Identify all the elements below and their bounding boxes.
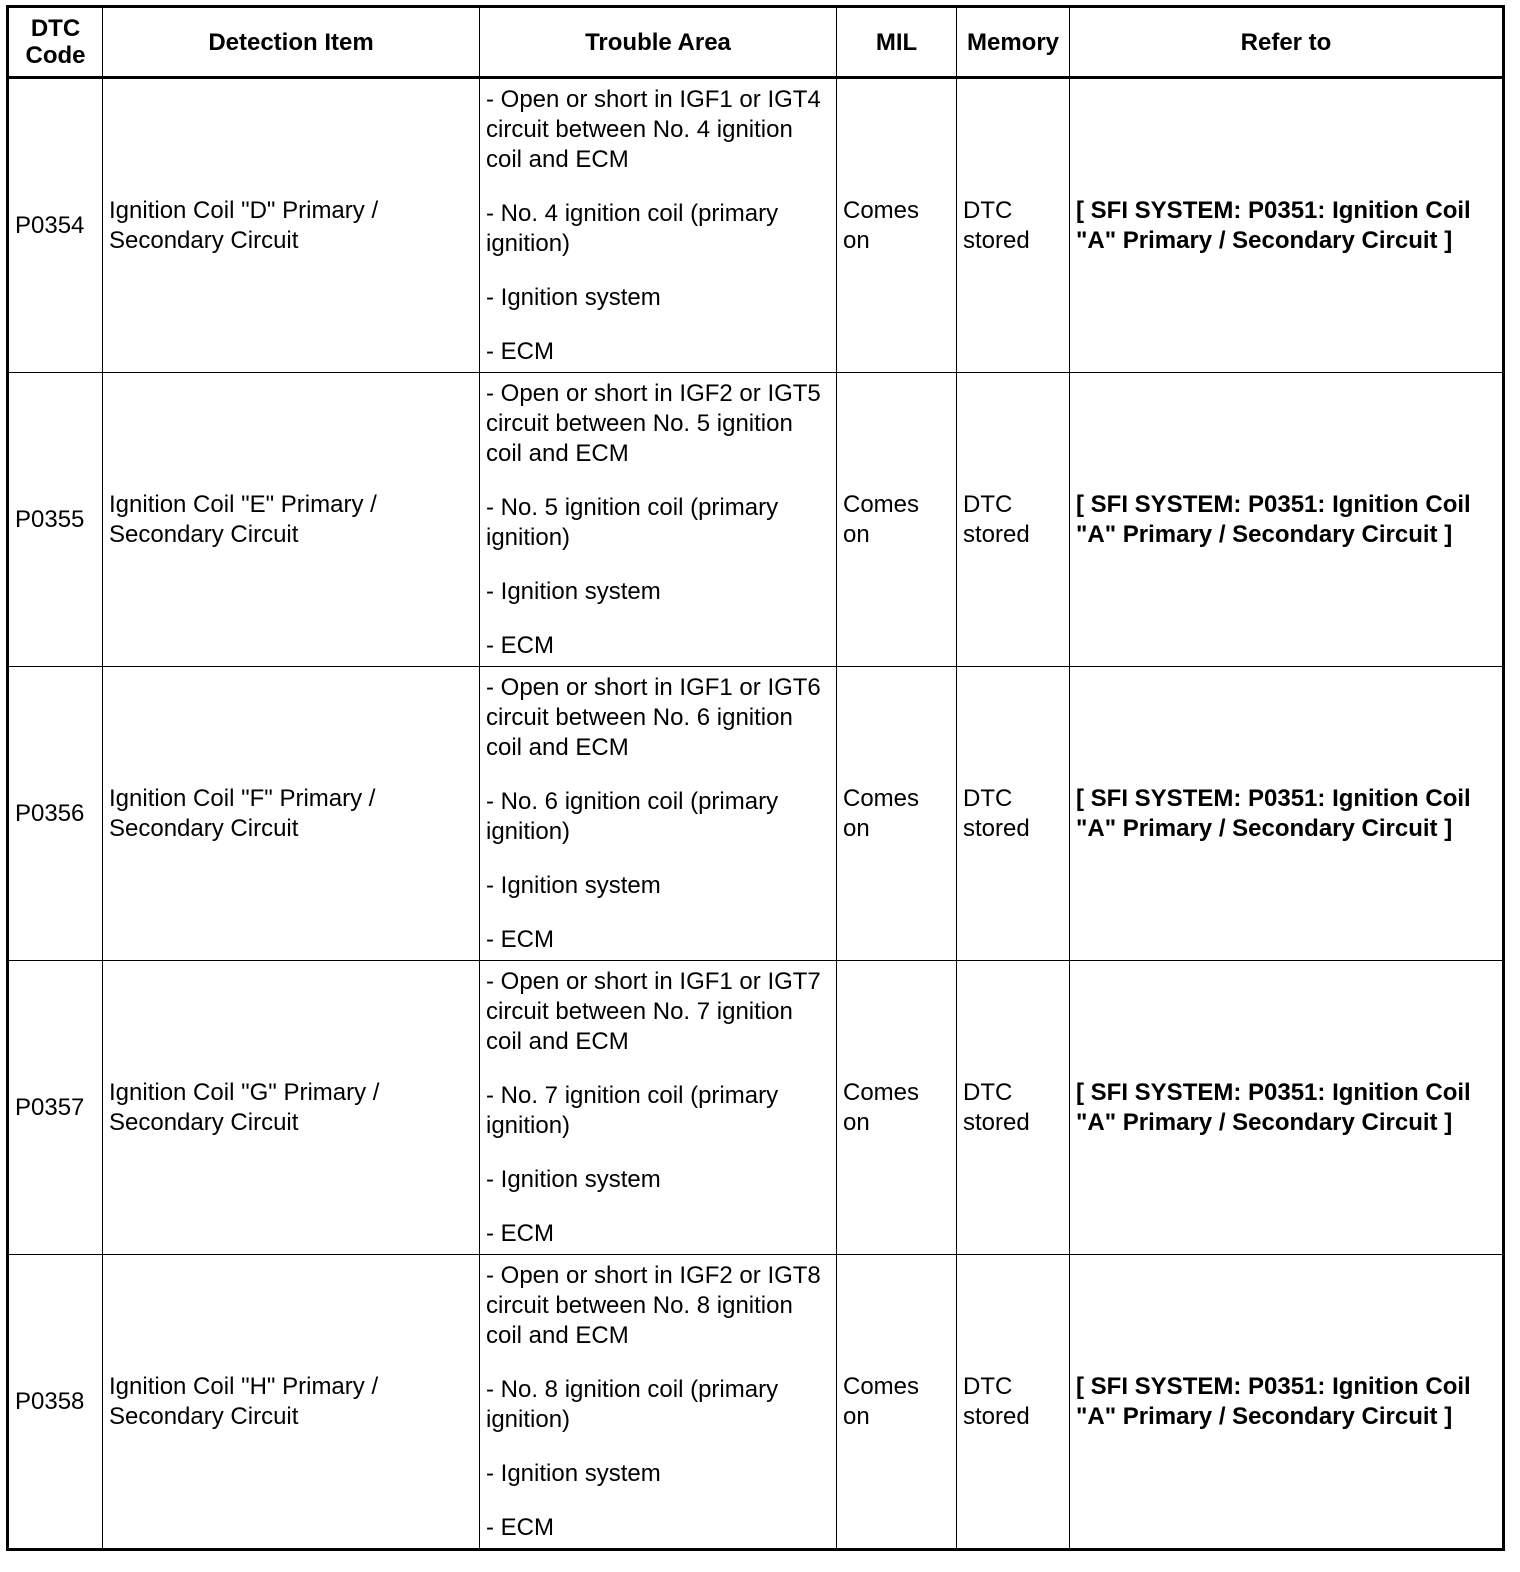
table-row bbox=[8, 1255, 1504, 1550]
trouble-area-item: - Ignition system bbox=[486, 577, 661, 605]
table-header-row bbox=[8, 7, 1504, 78]
table-row bbox=[8, 961, 1504, 1255]
memory-cell: DTC stored bbox=[957, 667, 1070, 961]
trouble-area-item: - ECM bbox=[486, 925, 554, 953]
dtc-code-cell: P0358 bbox=[8, 1255, 103, 1550]
dtc-table bbox=[6, 5, 1505, 1551]
memory-cell: DTC stored bbox=[957, 1255, 1070, 1550]
trouble-area-cell bbox=[480, 961, 837, 1255]
mil-cell: Comes on bbox=[837, 1255, 957, 1550]
mil-cell: Comes on bbox=[837, 373, 957, 667]
table-body bbox=[8, 78, 1504, 1550]
trouble-area-item: - Open or short in IGF2 or IGT8 circuit between No. 8 ignition coil and ECM bbox=[486, 1261, 821, 1349]
trouble-area-item: - ECM bbox=[486, 1219, 554, 1247]
trouble-area-item: - ECM bbox=[486, 631, 554, 659]
trouble-area-item: - Open or short in IGF1 or IGT7 circuit between No. 7 ignition coil and ECM bbox=[486, 967, 821, 1055]
trouble-area-item: - No. 5 ignition coil (primary ignition) bbox=[486, 493, 779, 551]
memory-cell: DTC stored bbox=[957, 78, 1070, 373]
trouble-area-item: - Ignition system bbox=[486, 871, 661, 899]
trouble-area-item: - Ignition system bbox=[486, 1459, 661, 1487]
dtc-code-cell: P0354 bbox=[8, 78, 103, 373]
mil-cell: Comes on bbox=[837, 961, 957, 1255]
header-detection-item: Detection Item bbox=[103, 7, 480, 78]
header-refer-to: Refer to bbox=[1070, 7, 1504, 78]
detection-item-cell: Ignition Coil "H" Primary / Secondary Circuit bbox=[103, 1255, 480, 1550]
dtc-code-cell: P0357 bbox=[8, 961, 103, 1255]
trouble-area-item: - Open or short in IGF1 or IGT4 circuit between No. 4 ignition coil and ECM bbox=[486, 85, 821, 173]
trouble-area-item: - ECM bbox=[486, 1513, 554, 1541]
header-mil: MIL bbox=[837, 7, 957, 78]
trouble-area-item: - No. 8 ignition coil (primary ignition) bbox=[486, 1375, 779, 1433]
memory-cell: DTC stored bbox=[957, 373, 1070, 667]
trouble-area-item: - No. 4 ignition coil (primary ignition) bbox=[486, 199, 779, 257]
refer-to-link[interactable]: [ SFI SYSTEM: P0351: Ignition Coil "A" Primary / Secondary Circuit ] bbox=[1070, 1255, 1504, 1550]
detection-item-cell: Ignition Coil "G" Primary / Secondary Circuit bbox=[103, 961, 480, 1255]
table-row bbox=[8, 667, 1504, 961]
trouble-area-cell bbox=[480, 667, 837, 961]
detection-item-cell: Ignition Coil "F" Primary / Secondary Circuit bbox=[103, 667, 480, 961]
table-row bbox=[8, 373, 1504, 667]
trouble-area-item: - Ignition system bbox=[486, 283, 661, 311]
trouble-area-item: - Open or short in IGF1 or IGT6 circuit between No. 6 ignition coil and ECM bbox=[486, 673, 821, 761]
trouble-area-item: - No. 7 ignition coil (primary ignition) bbox=[486, 1081, 779, 1139]
trouble-area-item: - Ignition system bbox=[486, 1165, 661, 1193]
trouble-area-item: - No. 6 ignition coil (primary ignition) bbox=[486, 787, 779, 845]
mil-cell: Comes on bbox=[837, 78, 957, 373]
refer-to-link[interactable]: [ SFI SYSTEM: P0351: Ignition Coil "A" Primary / Secondary Circuit ] bbox=[1070, 667, 1504, 961]
detection-item-cell: Ignition Coil "E" Primary / Secondary Circuit bbox=[103, 373, 480, 667]
header-dtc-code: DTC Code bbox=[8, 7, 103, 78]
header-memory: Memory bbox=[957, 7, 1070, 78]
mil-cell: Comes on bbox=[837, 667, 957, 961]
refer-to-link[interactable]: [ SFI SYSTEM: P0351: Ignition Coil "A" Primary / Secondary Circuit ] bbox=[1070, 961, 1504, 1255]
refer-to-link[interactable]: [ SFI SYSTEM: P0351: Ignition Coil "A" Primary / Secondary Circuit ] bbox=[1070, 373, 1504, 667]
trouble-area-cell bbox=[480, 78, 837, 373]
trouble-area-item: - ECM bbox=[486, 337, 554, 365]
dtc-code-cell: P0356 bbox=[8, 667, 103, 961]
trouble-area-cell bbox=[480, 1255, 837, 1550]
header-trouble-area: Trouble Area bbox=[480, 7, 837, 78]
dtc-page bbox=[6, 5, 1502, 1551]
table-row bbox=[8, 78, 1504, 373]
detection-item-cell: Ignition Coil "D" Primary / Secondary Circuit bbox=[103, 78, 480, 373]
trouble-area-item: - Open or short in IGF2 or IGT5 circuit between No. 5 ignition coil and ECM bbox=[486, 379, 821, 467]
trouble-area-cell bbox=[480, 373, 837, 667]
dtc-code-cell: P0355 bbox=[8, 373, 103, 667]
memory-cell: DTC stored bbox=[957, 961, 1070, 1255]
refer-to-link[interactable]: [ SFI SYSTEM: P0351: Ignition Coil "A" Primary / Secondary Circuit ] bbox=[1070, 78, 1504, 373]
